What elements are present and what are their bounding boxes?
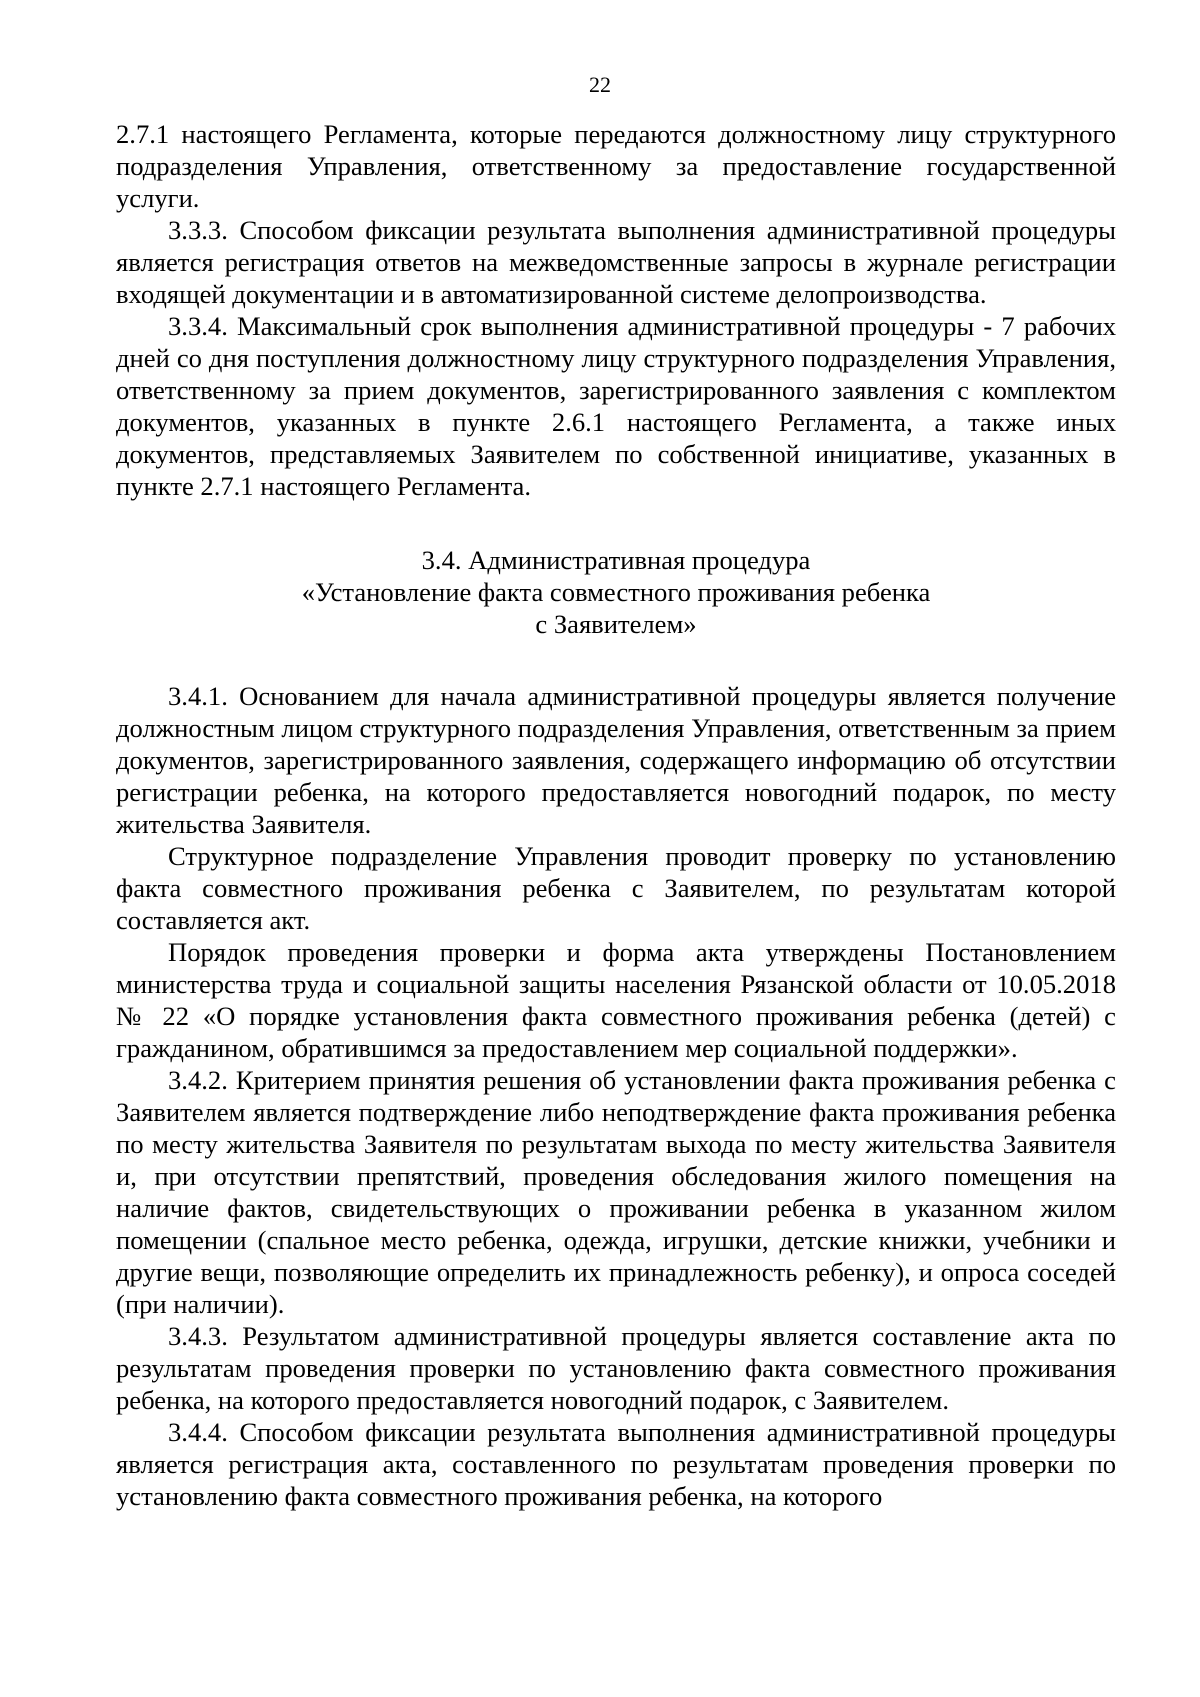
section-heading-3-4	[116, 544, 1116, 640]
paragraph-3-3-3: 3.3.3. Способом фиксации результата выполнения административной процедуры является регистрация ответов на межведомственные запросы в журнале регистрации входящей документации и в автоматизированной системе делопроизводства.	[116, 215, 1116, 309]
document-body	[116, 118, 1116, 1512]
paragraph-3-4-1: 3.4.1. Основанием для начала административной процедуры является получение должностным лицом структурного подразделения Управления, ответственным за прием документов, зарегистрированного заявления, содержащего информацию об отсутствии регистрации ребенка, на которого предоставляется новогодний подарок, по месту жительства Заявителя.	[116, 681, 1116, 839]
section-heading-line-1: 3.4. Административная процедура	[421, 545, 811, 575]
section-heading-line-3: с Заявителем»	[535, 609, 697, 639]
paragraph-3-4-2: 3.4.2. Критерием принятия решения об установлении факта проживания ребенка с Заявителем является подтверждение либо неподтверждение факта проживания ребенка по месту жительства Заявителя по результатам выхода по месту жительства Заявителя и, при отсутствии препятствий, проведения обследования жилого помещения на наличие фактов, свидетельствующих о проживании ребенка в указанном жилом помещении (спальное место ребенка, одежда, игрушки, детские книжки, учебники и другие вещи, позволяющие определить их принадлежность ребенку), и опроса соседей (при наличии).	[116, 1065, 1116, 1319]
paragraph-3-4-4: 3.4.4. Способом фиксации результата выполнения административной процедуры является регистрация акта, составленного по результатам проведения проверки по установлению факта совместного проживания ребенка, на которого	[116, 1417, 1116, 1511]
paragraph-3-4-3: 3.4.3. Результатом административной процедуры является составление акта по результатам проведения проверки по установлению факта совместного проживания ребенка, на которого предоставляется новогодний подарок, с Заявителем.	[116, 1321, 1116, 1415]
section-heading-line-2: «Установление факта совместного проживания ребенка	[301, 577, 931, 607]
paragraph-procedure-order: Порядок проведения проверки и форма акта утверждены Постановлением министерства труда и социальной защиты населения Рязанской области от 10.05.2018 № 22 «О порядке установления факта совместного проживания ребенка (детей) с гражданином, обратившимся за предоставлением мер социальной поддержки».	[116, 937, 1116, 1063]
page-number: 22	[589, 72, 611, 97]
paragraph-2-7-1-continuation: 2.7.1 настоящего Регламента, которые передаются должностному лицу структурного подразделения Управления, ответственному за предоставление государственной услуги.	[116, 119, 1116, 213]
paragraph-3-3-4: 3.3.4. Максимальный срок выполнения административной процедуры - 7 рабочих дней со дня поступления должностному лицу структурного подразделения Управления, ответственному за прием документов, зарегистрированного заявления с комплектом документов, указанных в пункте 2.6.1 настоящего Регламента, а также иных документов, представляемых Заявителем по собственной инициативе, указанных в пункте 2.7.1 настоящего Регламента.	[116, 311, 1116, 501]
paragraph-inspection: Структурное подразделение Управления проводит проверку по установлению факта совместного проживания ребенка с Заявителем, по результатам которой составляется акт.	[116, 841, 1116, 935]
